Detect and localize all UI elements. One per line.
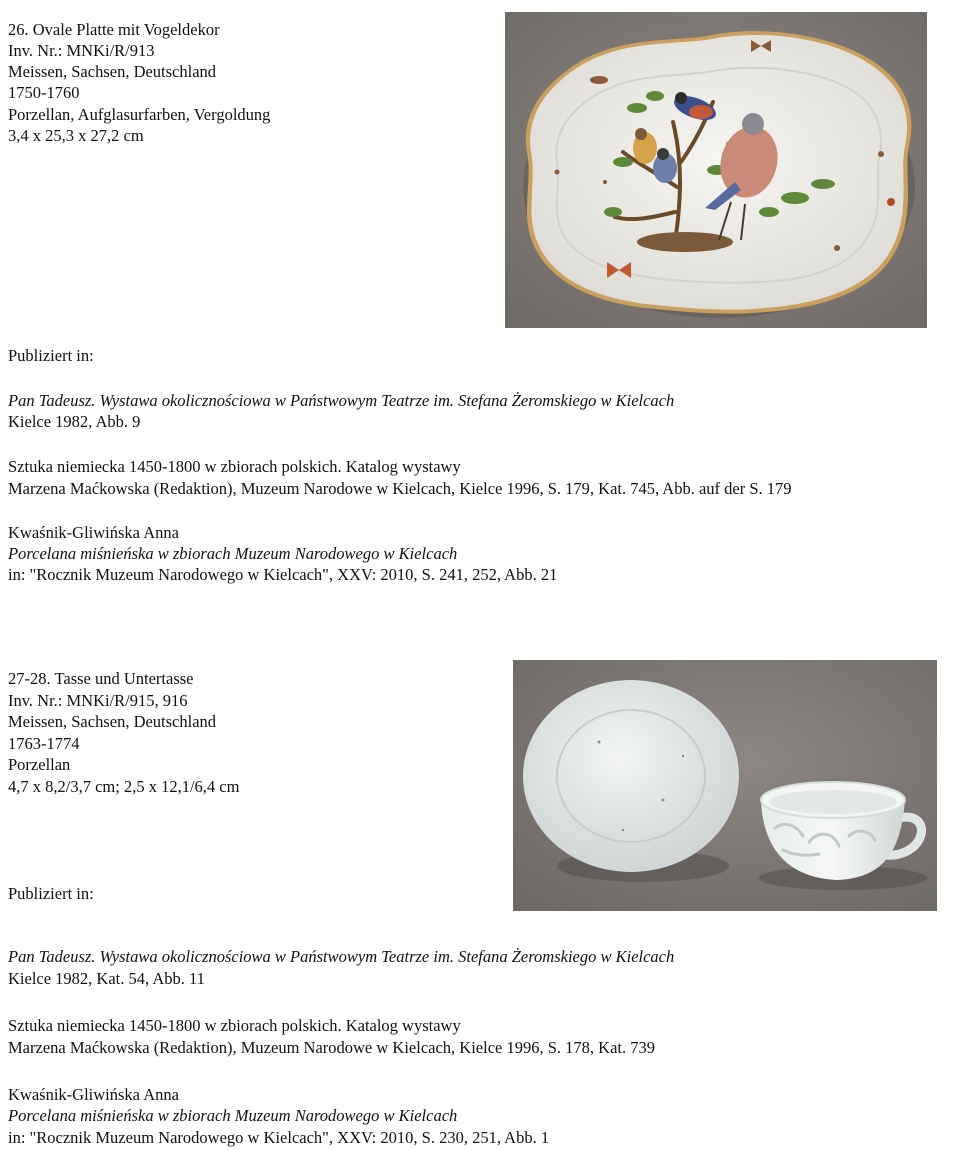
- inventory-number: Inv. Nr.: MNKi/R/915, 916: [8, 691, 188, 710]
- date: 1750-1760: [8, 83, 80, 102]
- reference-detail: Kielce 1982, Kat. 54, Abb. 11: [8, 969, 205, 988]
- reference-title: Pan Tadeusz. Wystawa okolicznościowa w Państwowym Teatrze im. Stefana Żeromskiego w Kielcach: [8, 391, 675, 410]
- date: 1763-1774: [8, 734, 80, 753]
- published-label: Publiziert in:: [8, 884, 94, 903]
- reference-author: Kwaśnik-Gliwińska Anna: [8, 1085, 179, 1104]
- reference-detail: in: "Rocznik Muzeum Narodowego w Kielcach", XXV: 2010, S. 241, 252, Abb. 21: [8, 565, 558, 584]
- reference-title: Porcelana miśnieńska w zbiorach Muzeum Narodowego w Kielcach: [8, 1106, 458, 1125]
- reference-title: Pan Tadeusz. Wystawa okolicznościowa w Państwowym Teatrze im. Stefana Żeromskiego w Kielcach: [8, 947, 675, 966]
- reference-detail: Marzena Maćkowska (Redaktion), Muzeum Narodowe w Kielcach, Kielce 1996, S. 178, Kat. 739: [8, 1038, 655, 1057]
- reference-title: Porcelana miśnieńska w zbiorach Muzeum Narodowego w Kielcach: [8, 544, 458, 563]
- place: Meissen, Sachsen, Deutschland: [8, 62, 217, 81]
- place: Meissen, Sachsen, Deutschland: [8, 712, 217, 731]
- published-label: Publiziert in:: [8, 346, 94, 365]
- entry-title: 27-28. Tasse und Untertasse: [8, 669, 194, 688]
- reference-author: Kwaśnik-Gliwińska Anna: [8, 523, 179, 542]
- inventory-number: Inv. Nr.: MNKi/R/913: [8, 41, 155, 60]
- reference-title: Sztuka niemiecka 1450-1800 w zbiorach polskich. Katalog wystawy: [8, 457, 461, 476]
- reference-detail: Marzena Maćkowska (Redaktion), Muzeum Narodowe w Kielcach, Kielce 1996, S. 179, Kat. 745, Abb. auf der S. 179: [8, 479, 792, 498]
- oval-platter-photo: [505, 12, 927, 328]
- cup-and-saucer-photo: [513, 660, 937, 911]
- material: Porzellan, Aufglasurfarben, Vergoldung: [8, 105, 271, 124]
- dimensions: 4,7 x 8,2/3,7 cm; 2,5 x 12,1/6,4 cm: [8, 777, 240, 796]
- material: Porzellan: [8, 755, 71, 774]
- dimensions: 3,4 x 25,3 x 27,2 cm: [8, 126, 144, 145]
- reference-detail: in: "Rocznik Muzeum Narodowego w Kielcach", XXV: 2010, S. 230, 251, Abb. 1: [8, 1128, 550, 1147]
- reference-title: Sztuka niemiecka 1450-1800 w zbiorach polskich. Katalog wystawy: [8, 1016, 461, 1035]
- entry-title: 26. Ovale Platte mit Vogeldekor: [8, 20, 220, 39]
- reference-detail: Kielce 1982, Abb. 9: [8, 412, 141, 431]
